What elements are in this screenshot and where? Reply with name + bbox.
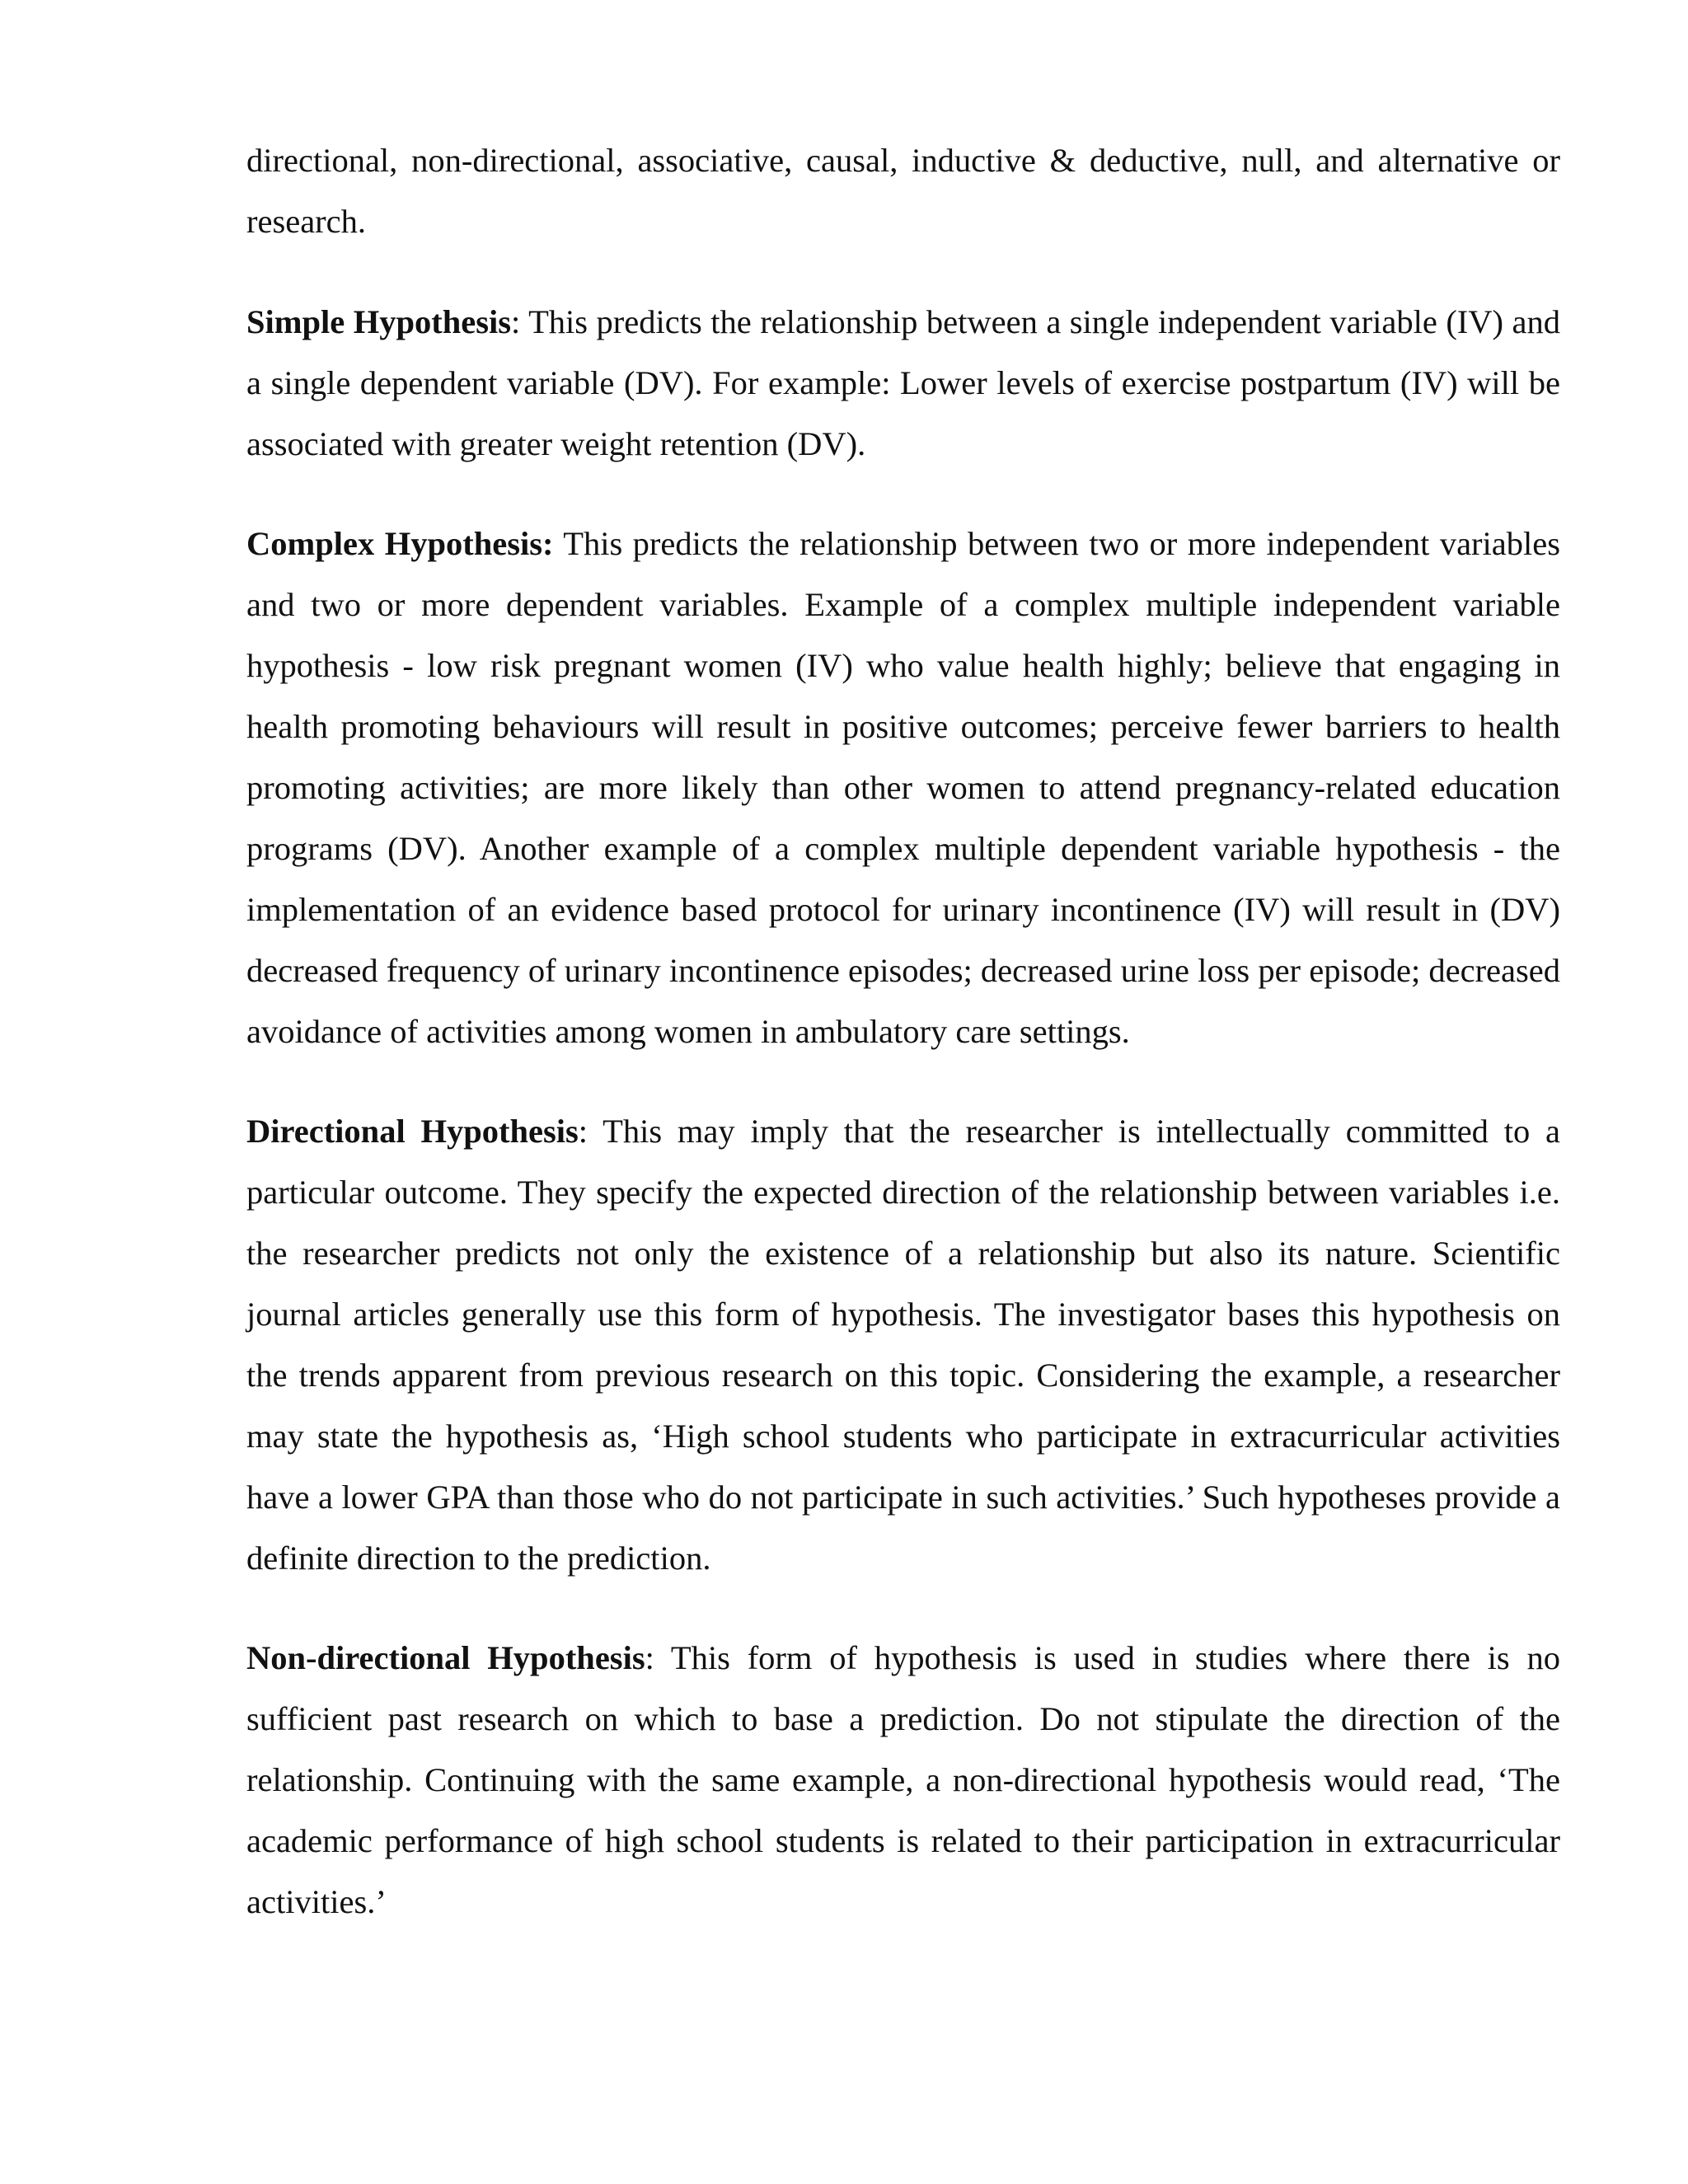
directional-hypothesis-paragraph <box>246 1101 1560 1589</box>
simple-hypothesis-separator: : <box>511 303 521 340</box>
complex-hypothesis-paragraph <box>246 513 1560 1062</box>
simple-hypothesis-term: Simple Hypothesis <box>246 303 512 340</box>
non-directional-hypothesis-term: Non-directional Hypothesis <box>246 1639 645 1676</box>
document-body <box>246 130 1560 1971</box>
simple-hypothesis-paragraph <box>246 292 1560 475</box>
non-directional-hypothesis-text: This form of hypothesis is used in studies where there is no sufficient past research on which to base a prediction. Do not stipulate the direction of the relationship. Continuing with the same example, a non-directional hypothesis would read, ‘The academic performance of high school students is related to their participation in extracurricular activities.’ <box>246 1639 1560 1920</box>
directional-hypothesis-term: Directional Hypothesis <box>246 1113 579 1150</box>
directional-hypothesis-text: This may imply that the researcher is intellectually committed to a particular outcome. They specify the expected direction of the relationship between variables i.e. the researcher predicts not only the existence of a relationship but also its nature. Scientific journal articles generally use this form of hypothesis. The investigator bases this hypothesis on the trends apparent from previous research on this topic. Considering the example, a researcher may state the hypothesis as, ‘High school students who participate in extracurricular activities have a lower GPA than those who do not participate in such activities.’ Such hypotheses provide a definite direction to the prediction. <box>246 1113 1561 1577</box>
non-directional-hypothesis-separator: : <box>645 1639 654 1676</box>
complex-hypothesis-text: This predicts the relationship between two or more independent variables and two or more dependent variables. Example of a complex multiple independent variable hypothesis - low risk pregnant women (IV) who value health highly; believe that engaging in health promoting behaviours will result in positive outcomes; perceive fewer barriers to health promoting activities; are more likely than other women to attend pregnancy-related education programs (DV). Another example of a complex multiple dependent variable hypothesis - the implementation of an evidence based protocol for urinary incontinence (IV) will result in (DV) decreased frequency of urinary incontinence episodes; decreased urine loss per episode; decreased avoidance of activities among women in ambulatory care settings. <box>246 525 1561 1050</box>
complex-hypothesis-term: Complex Hypothesis: <box>246 525 554 562</box>
directional-hypothesis-separator: : <box>578 1113 588 1150</box>
intro-text: directional, non-directional, associative, causal, inductive & deductive, null, and alternative or research. <box>246 142 1560 240</box>
non-directional-hypothesis-paragraph <box>246 1628 1560 1933</box>
intro-paragraph <box>246 130 1560 252</box>
simple-hypothesis-text: This predicts the relationship between a single independent variable (IV) and a single dependent variable (DV). For example: Lower levels of exercise postpartum (IV) will be associated with greater weight retention (DV). <box>246 303 1560 462</box>
